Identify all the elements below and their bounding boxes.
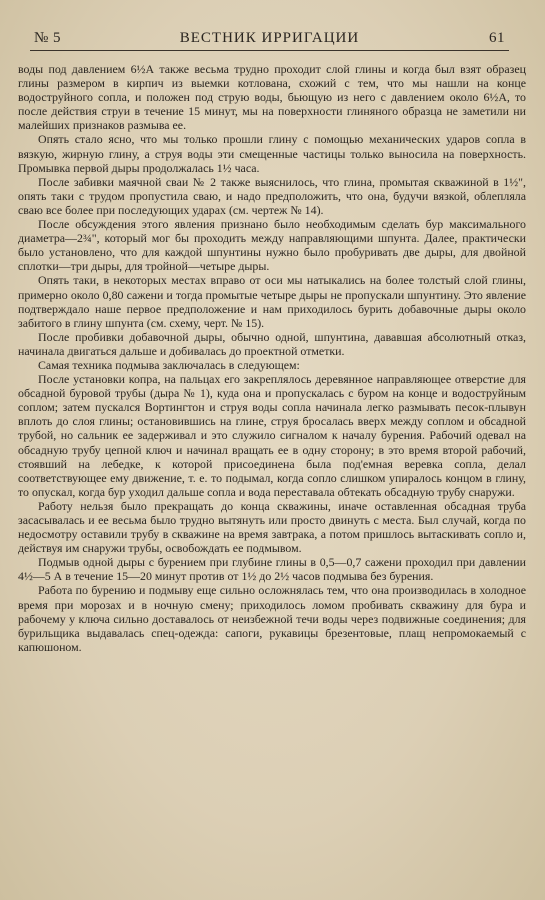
paragraph: воды под давлением 6½А также весьма трудно проходит слой глины и когда был взят образец глины размером в кирпич из выемки котлована, схожий с тем, что мы нашли на конце водоструйного сопла, и положен под струю воды, бьющую из него с давлением около 6½А, то после действия струи в течение 15 минут, мы на поверхности глиняного образца не заметили ни малейших признаков размыва ее. [18,62,526,133]
paragraph: Работа по бурению и подмыву еще сильно осложнялась тем, что она производилась в холодное время при морозах и в ночную смену; приходилось ломом пробивать скважину для бура и рабочему у ключа сильно доставалось от неизбежной течи воды через подвижные соединения; для бурильщика выдавалась спец-одежда: сапоги, рукавицы брезентовые, плащ непромокаемый с капюшоном. [18,583,526,654]
article-body [18,62,526,654]
paragraph: Опять таки, в некоторых местах вправо от оси мы натыкались на более толстый слой глины, примерно около 0,80 сажени и тогда промытые четыре дыры не пропускали шпунтину. Это явление подтверждало наше первое предположение и нам приходилось бурить добавочные дыры около забитого в глину шпунта (см. схему, черт. № 15). [18,273,526,330]
journal-title: ВЕСТНИК ИРРИГАЦИИ [179,30,360,46]
paragraph: После пробивки добавочной дыры, обычно одной, шпунтина, дававшая абсолютный отказ, начинала двигаться дальше и добивалась до проектной отметки. [18,329,526,358]
paragraph: После обсуждения этого явления признано было необходимым сделать бур максимального диаметра—2¾", который мог бы проходить между направляющими шпунта. Далее, практически было установлено, что для каждой шпунтины нужно было пробуривать две дыры, для двойной сплотки—три дыры, для тройной—четыре дыры. [18,217,526,274]
paragraph: Самая техника подмыва заключалась в следующем: [38,357,300,372]
paragraph: После установки копра, на пальцах его закреплялось деревянное направляющее отверстие для обсадной буровой трубы (дыра № 1), куда она и пропускалась с буром на конце и водоструйным соплом; затем пускался Вортингтон и струя воды сопла начинала легко размывать песок-плывун вплоть до слоя глины; остановившись на глине, струя бросалась вверх между соплом и обсадной трубой, но сальник ее задерживал и это служило сигналом к началу бурения. Рабочий одевал на обсадную трубу цепной ключ и начинал вращать ее в одну сторону; в это время второй рабочий, стоявший на лебедке, к которой присоединена была под'емная веревка сопла, делал соответствующее ему движение, т. е. то подымал, когда сопло слишком упиралось концом в глину, то опускал, когда бур уходил дальше сопла и вода переставала обтекать обсадную трубу снаружи. [18,372,526,499]
paragraph: После забивки маячной сваи № 2 также выяснилось, что глина, промытая скважиной в 1½", опять таки с трудом пропустила сваю, и надо предположить, что она, будучи вязкой, облепляла сваю все более при последующих ударах (см. чертеж № 14). [18,174,526,217]
paragraph: Опять стало ясно, что мы только прошли глину с помощью механических ударов сопла в вязкую, жирную глину, а струя воды эти смещенные частицы только выносила на поверхность. Промывка первой дыры продолжалась 1½ часа. [18,132,526,175]
header-rule [30,50,509,51]
issue-number: № 5 [34,30,62,46]
running-header [34,28,505,50]
paragraph: Подмыв одной дыры с бурением при глубине глины в 0,5—0,7 сажени проходил при давлении 4½—5 А в течение 15—20 минут против от 1½ до 2½ часов подмыва без бурения. [18,555,526,584]
page-number: 61 [489,30,505,46]
paragraph: Работу нельзя было прекращать до конца скважины, иначе оставленная обсадная труба засасывалась и ее весьма было трудно вытянуть или просто двинуть с места. Был случай, когда по недосмотру оставили трубу в скважине на время завтрака, а потом пришлось вытаскивать сопло и, действуя им снаружи трубы, освобождать ее подмывом. [18,498,526,556]
